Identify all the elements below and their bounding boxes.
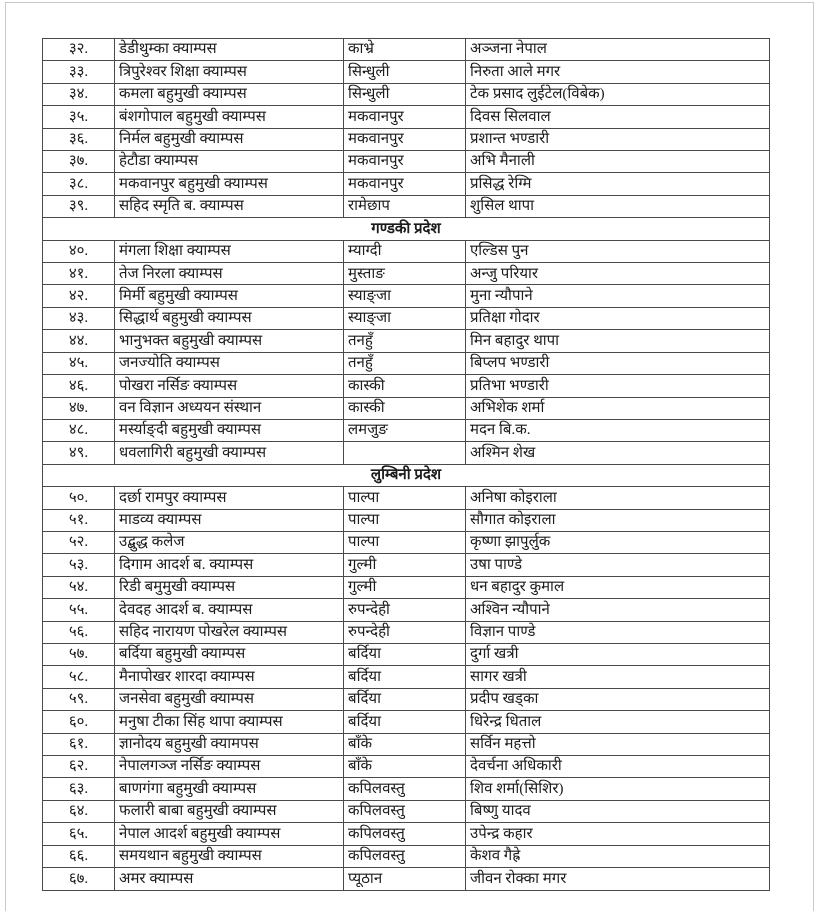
district-cell bbox=[344, 442, 466, 464]
chairperson-name-cell: प्रतिभा भण्डारी bbox=[466, 375, 770, 397]
province-section-title: लुम्बिनी प्रदेश bbox=[43, 464, 770, 486]
serial-number-cell: ४९. bbox=[43, 442, 115, 464]
table-row bbox=[43, 128, 770, 150]
table-row bbox=[43, 173, 770, 195]
chairperson-name-cell: उषा पाण्डे bbox=[466, 554, 770, 576]
campus-name-cell: मकवानपुर बहुमुखी क्याम्पस bbox=[115, 173, 344, 195]
campus-name-cell: कमला बहुमुखी क्याम्पस bbox=[115, 83, 344, 105]
page-edge-right bbox=[813, 2, 814, 911]
serial-number-cell: ४०. bbox=[43, 240, 115, 262]
district-cell: रामेछाप bbox=[344, 195, 466, 217]
campus-name-cell: सहिद नारायण पोखरेल क्याम्पस bbox=[115, 621, 344, 643]
chairperson-name-cell: अन्जु परियार bbox=[466, 263, 770, 285]
campus-name-cell: जनज्योति क्याम्पस bbox=[115, 352, 344, 374]
serial-number-cell: ५१. bbox=[43, 509, 115, 531]
serial-number-cell: ६१. bbox=[43, 733, 115, 755]
serial-number-cell: ३६. bbox=[43, 128, 115, 150]
serial-number-cell: ३५. bbox=[43, 106, 115, 128]
campus-name-cell: भानुभक्त बहुमुखी क्याम्पस bbox=[115, 330, 344, 352]
table-row bbox=[43, 487, 770, 509]
serial-number-cell: ५८. bbox=[43, 666, 115, 688]
campus-name-cell: डेडीथुम्का क्याम्पस bbox=[115, 39, 344, 61]
chairperson-name-cell: दुर्गा खत्री bbox=[466, 643, 770, 665]
serial-number-cell: ३८. bbox=[43, 173, 115, 195]
serial-number-cell: ४२. bbox=[43, 285, 115, 307]
campus-name-cell: मर्स्याङ्दी बहुमुखी क्याम्पस bbox=[115, 419, 344, 441]
campus-name-cell: मंगला शिक्षा क्याम्पस bbox=[115, 240, 344, 262]
serial-number-cell: ५४. bbox=[43, 576, 115, 598]
chairperson-name-cell: सर्विन महत्तो bbox=[466, 733, 770, 755]
district-cell: म्याग्दी bbox=[344, 240, 466, 262]
district-cell: मकवानपुर bbox=[344, 106, 466, 128]
chairperson-name-cell: अभिशेक शर्मा bbox=[466, 397, 770, 419]
serial-number-cell: ४३. bbox=[43, 307, 115, 329]
campus-name-cell: माडव्य क्याम्पस bbox=[115, 509, 344, 531]
district-cell: मकवानपुर bbox=[344, 151, 466, 173]
chairperson-name-cell: अश्मिन शेख bbox=[466, 442, 770, 464]
serial-number-cell: ३७. bbox=[43, 151, 115, 173]
district-cell: काभ्रे bbox=[344, 39, 466, 61]
district-cell: पाल्पा bbox=[344, 509, 466, 531]
serial-number-cell: ५६. bbox=[43, 621, 115, 643]
serial-number-cell: ३४. bbox=[43, 83, 115, 105]
district-cell: कपिलवस्तु bbox=[344, 823, 466, 845]
chairperson-name-cell: अभि मैनाली bbox=[466, 151, 770, 173]
serial-number-cell: ६२. bbox=[43, 756, 115, 778]
district-cell: बाँके bbox=[344, 756, 466, 778]
chairperson-name-cell: टेक प्रसाद लुईटेल(विबेक) bbox=[466, 83, 770, 105]
table-row bbox=[43, 845, 770, 867]
province-section-row bbox=[43, 464, 770, 486]
serial-number-cell: ५५. bbox=[43, 599, 115, 621]
district-cell: तनहुँ bbox=[344, 352, 466, 374]
chairperson-name-cell: एल्डिस पुन bbox=[466, 240, 770, 262]
chairperson-name-cell: देवर्चना अधिकारी bbox=[466, 756, 770, 778]
chairperson-name-cell: शिव शर्मा(सिशिर) bbox=[466, 778, 770, 800]
serial-number-cell: ६०. bbox=[43, 711, 115, 733]
serial-number-cell: ५०. bbox=[43, 487, 115, 509]
district-cell: सिन्धुली bbox=[344, 61, 466, 83]
chairperson-name-cell: अनिषा कोइराला bbox=[466, 487, 770, 509]
campus-name-cell: रिडी बमुमुखी क्याम्पस bbox=[115, 576, 344, 598]
campus-name-cell: देवदह आदर्श ब. क्याम्पस bbox=[115, 599, 344, 621]
chairperson-name-cell: अश्विन न्यौपाने bbox=[466, 599, 770, 621]
chairperson-name-cell: प्रशान्त भण्डारी bbox=[466, 128, 770, 150]
table-row bbox=[43, 868, 770, 891]
serial-number-cell: ६७. bbox=[43, 868, 115, 891]
table-row bbox=[43, 711, 770, 733]
chairperson-name-cell: निरुता आले मगर bbox=[466, 61, 770, 83]
page-edge-top bbox=[5, 2, 814, 3]
campus-name-cell: दर्छा रामपुर क्याम्पस bbox=[115, 487, 344, 509]
campus-name-cell: तेज निरला क्याम्पस bbox=[115, 263, 344, 285]
table-row bbox=[43, 554, 770, 576]
chairperson-name-cell: मदन बि.क. bbox=[466, 419, 770, 441]
table-row bbox=[43, 263, 770, 285]
table-row bbox=[43, 106, 770, 128]
campus-name-cell: जनसेवा बहुमुखी क्याम्पस bbox=[115, 688, 344, 710]
campus-name-cell: बाणगंगा बहुमुखी क्याम्पस bbox=[115, 778, 344, 800]
serial-number-cell: ६५. bbox=[43, 823, 115, 845]
chairperson-name-cell: शुसिल थापा bbox=[466, 195, 770, 217]
table-row bbox=[43, 375, 770, 397]
serial-number-cell: ५९. bbox=[43, 688, 115, 710]
table-row bbox=[43, 509, 770, 531]
serial-number-cell: ६४. bbox=[43, 800, 115, 822]
province-section-row bbox=[43, 218, 770, 240]
campus-name-cell: समयथान बहुमुखी क्याम्पस bbox=[115, 845, 344, 867]
campus-name-cell: धवलागिरी बहुमुखी क्याम्पस bbox=[115, 442, 344, 464]
district-cell: पाल्पा bbox=[344, 531, 466, 553]
campus-name-cell: दिगाम आदर्श ब. क्याम्पस bbox=[115, 554, 344, 576]
campus-name-cell: नेपाल आदर्श बहुमुखी क्याम्पस bbox=[115, 823, 344, 845]
chairperson-name-cell: कृष्णा झापुर्लुक bbox=[466, 531, 770, 553]
chairperson-name-cell: मिन बहादुर थापा bbox=[466, 330, 770, 352]
serial-number-cell: ६६. bbox=[43, 845, 115, 867]
chairperson-name-cell: प्रदीप खड्का bbox=[466, 688, 770, 710]
chairperson-name-cell: अञ्जना नेपाल bbox=[466, 39, 770, 61]
chairperson-name-cell: जीवन रोक्का मगर bbox=[466, 868, 770, 891]
serial-number-cell: ३९. bbox=[43, 195, 115, 217]
district-cell: मकवानपुर bbox=[344, 128, 466, 150]
serial-number-cell: ३२. bbox=[43, 39, 115, 61]
table-row bbox=[43, 397, 770, 419]
serial-number-cell: ४५. bbox=[43, 352, 115, 374]
table-row bbox=[43, 39, 770, 61]
table-row bbox=[43, 195, 770, 217]
chairperson-name-cell: प्रसिद्ध रेग्मि bbox=[466, 173, 770, 195]
chairperson-name-cell: उपेन्द्र कहार bbox=[466, 823, 770, 845]
district-cell: तनहुँ bbox=[344, 330, 466, 352]
province-section-title: गण्डकी प्रदेश bbox=[43, 218, 770, 240]
district-cell: बर्दिया bbox=[344, 711, 466, 733]
campus-name-cell: बंशगोपाल बहुमुखी क्याम्पस bbox=[115, 106, 344, 128]
district-cell: बर्दिया bbox=[344, 643, 466, 665]
table-row bbox=[43, 151, 770, 173]
table-row bbox=[43, 83, 770, 105]
chairperson-name-cell: धन बहादुर कुमाल bbox=[466, 576, 770, 598]
serial-number-cell: ५७. bbox=[43, 643, 115, 665]
page-edge-left bbox=[5, 2, 6, 911]
campus-name-cell: ज्ञानोदय बहुमुखी क्यामपस bbox=[115, 733, 344, 755]
campus-roster-table bbox=[42, 38, 770, 891]
campus-name-cell: मैनापोखर शारदा क्याम्पस bbox=[115, 666, 344, 688]
district-cell: गुल्मी bbox=[344, 576, 466, 598]
chairperson-name-cell: प्रतिक्षा गोदार bbox=[466, 307, 770, 329]
district-cell: रुपन्देही bbox=[344, 621, 466, 643]
campus-name-cell: मनुषा टीका सिंह थापा क्याम्पस bbox=[115, 711, 344, 733]
campus-name-cell: मिर्मी बहुमुखी क्याम्पस bbox=[115, 285, 344, 307]
district-cell: कपिलवस्तु bbox=[344, 845, 466, 867]
table-row bbox=[43, 756, 770, 778]
serial-number-cell: ३३. bbox=[43, 61, 115, 83]
serial-number-cell: ६३. bbox=[43, 778, 115, 800]
table-row bbox=[43, 800, 770, 822]
chairperson-name-cell: मुना न्यौपाने bbox=[466, 285, 770, 307]
district-cell: बर्दिया bbox=[344, 666, 466, 688]
chairperson-name-cell: धिरेन्द्र धिताल bbox=[466, 711, 770, 733]
district-cell: प्यूठान bbox=[344, 868, 466, 891]
campus-name-cell: वन विज्ञान अध्ययन संस्थान bbox=[115, 397, 344, 419]
table-row bbox=[43, 285, 770, 307]
chairperson-name-cell: दिवस सिलवाल bbox=[466, 106, 770, 128]
district-cell: रुपन्देही bbox=[344, 599, 466, 621]
campus-name-cell: सहिद स्मृति ब. क्याम्पस bbox=[115, 195, 344, 217]
table-row bbox=[43, 643, 770, 665]
serial-number-cell: ४८. bbox=[43, 419, 115, 441]
table-row bbox=[43, 531, 770, 553]
table-row bbox=[43, 621, 770, 643]
campus-name-cell: पोखरा नर्सिङ क्याम्पस bbox=[115, 375, 344, 397]
table-row bbox=[43, 666, 770, 688]
district-cell: बाँके bbox=[344, 733, 466, 755]
table-row bbox=[43, 599, 770, 621]
district-cell: बर्दिया bbox=[344, 688, 466, 710]
chairperson-name-cell: केशव गैह्रे bbox=[466, 845, 770, 867]
table-row bbox=[43, 419, 770, 441]
district-cell: कास्की bbox=[344, 375, 466, 397]
table-row bbox=[43, 823, 770, 845]
serial-number-cell: ४६. bbox=[43, 375, 115, 397]
table-row bbox=[43, 576, 770, 598]
chairperson-name-cell: सौगात कोइराला bbox=[466, 509, 770, 531]
chairperson-name-cell: बिप्लप भण्डारी bbox=[466, 352, 770, 374]
chairperson-name-cell: सागर खत्री bbox=[466, 666, 770, 688]
table-row bbox=[43, 442, 770, 464]
campus-name-cell: सिद्धार्थ बहुमुखी क्याम्पस bbox=[115, 307, 344, 329]
table-row bbox=[43, 330, 770, 352]
district-cell: सिन्धुली bbox=[344, 83, 466, 105]
table-row bbox=[43, 352, 770, 374]
district-cell: पाल्पा bbox=[344, 487, 466, 509]
district-cell: स्याङ्जा bbox=[344, 307, 466, 329]
district-cell: स्याङ्जा bbox=[344, 285, 466, 307]
campus-name-cell: बर्दिया बहुमुखी क्याम्पस bbox=[115, 643, 344, 665]
table-row bbox=[43, 688, 770, 710]
district-cell: कास्की bbox=[344, 397, 466, 419]
district-cell: मुस्ताङ bbox=[344, 263, 466, 285]
campus-name-cell: हेटौडा क्याम्पस bbox=[115, 151, 344, 173]
serial-number-cell: ४४. bbox=[43, 330, 115, 352]
chairperson-name-cell: बिष्णु यादव bbox=[466, 800, 770, 822]
district-cell: कपिलवस्तु bbox=[344, 778, 466, 800]
campus-name-cell: निर्मल बहुमुखी क्याम्पस bbox=[115, 128, 344, 150]
campus-name-cell: उद्बुद्ध कलेज bbox=[115, 531, 344, 553]
table-row bbox=[43, 778, 770, 800]
serial-number-cell: ५३. bbox=[43, 554, 115, 576]
table-row bbox=[43, 307, 770, 329]
serial-number-cell: ५२. bbox=[43, 531, 115, 553]
campus-name-cell: अमर क्याम्पस bbox=[115, 868, 344, 891]
table-row bbox=[43, 240, 770, 262]
roster-body bbox=[43, 39, 770, 891]
chairperson-name-cell: विज्ञान पाण्डे bbox=[466, 621, 770, 643]
table-row bbox=[43, 61, 770, 83]
district-cell: गुल्मी bbox=[344, 554, 466, 576]
campus-name-cell: फलारी बाबा बहुमुखी क्याम्पस bbox=[115, 800, 344, 822]
campus-name-cell: नेपालगञ्ज नर्सिङ क्याम्पस bbox=[115, 756, 344, 778]
district-cell: मकवानपुर bbox=[344, 173, 466, 195]
campus-name-cell: त्रिपुरेश्वर शिक्षा क्याम्पस bbox=[115, 61, 344, 83]
table-row bbox=[43, 733, 770, 755]
district-cell: लमजुङ bbox=[344, 419, 466, 441]
district-cell: कपिलवस्तु bbox=[344, 800, 466, 822]
serial-number-cell: ४१. bbox=[43, 263, 115, 285]
serial-number-cell: ४७. bbox=[43, 397, 115, 419]
